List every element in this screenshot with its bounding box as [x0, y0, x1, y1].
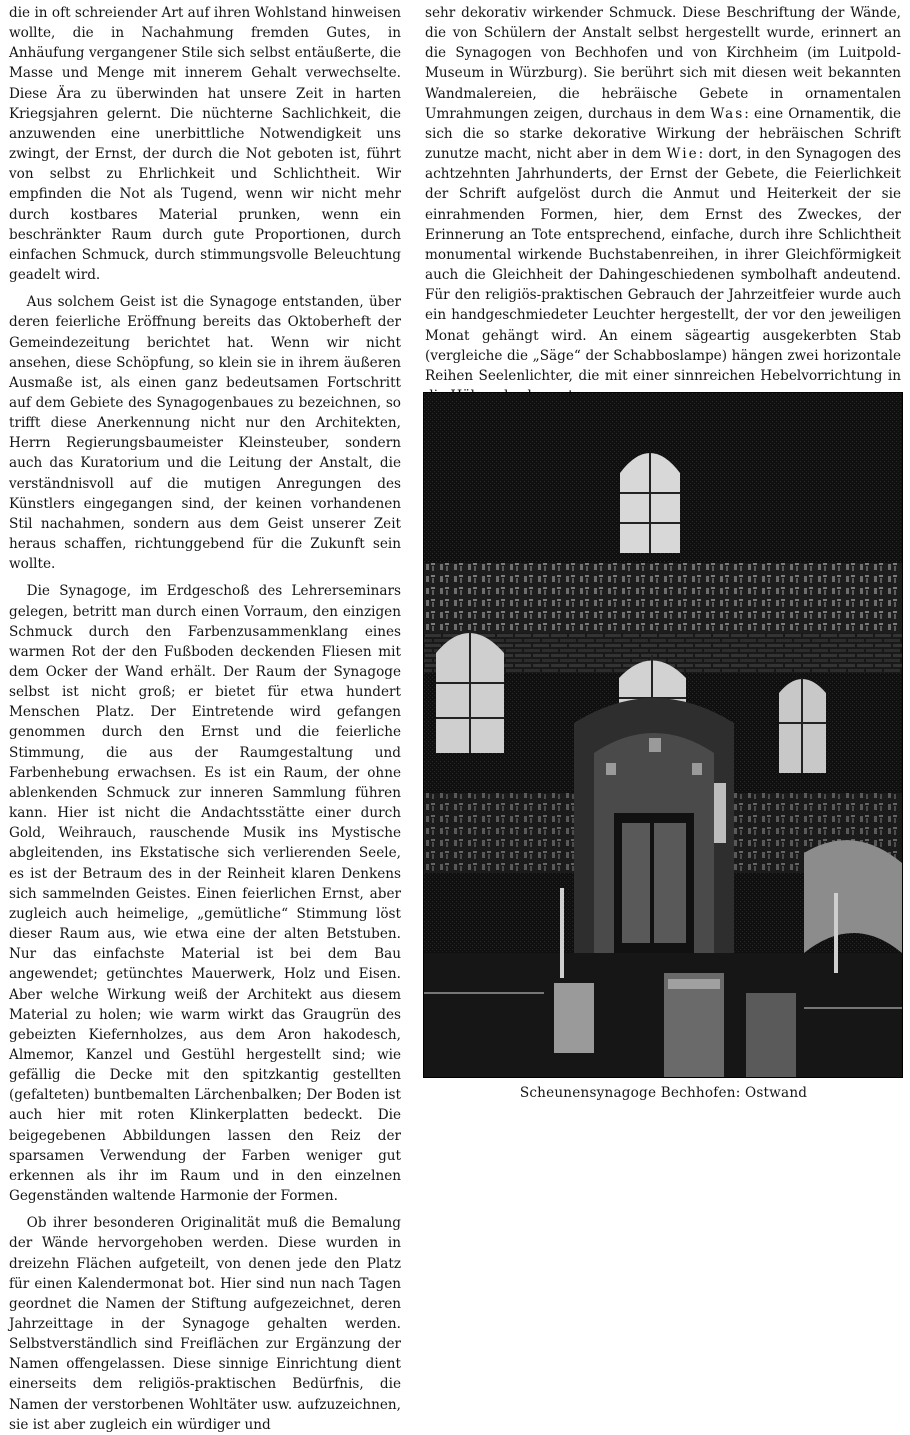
text-run: : dort, in den Synagogen des achtzehnten Jahrhunderts, der Ernst der Gebete, die Feierlichkeit der Schrift aufgelöst durch die Anmut und Heiterkeit der sie einrahmenden Formen, hier, dem Ernst des Zweckes, der Erinnerung an Tote entsprechend, einfache, durch ihre Schlichtheit monumental wirkende Buchstabenreihen, in ihrer Gleichförmigkeit auch die Gleichheit der Dahingeschiedenen symbolhaft andeutend. Für den religiös-praktischen Gebrauch der Jahrzeitfeier wurde auch ein handgeschmiedeter Leuchter hergestellt, der vor den jeweiligen Monat gehängt wird. An einem sägeartig ausgekerbten Stab (vergleiche die „Säge“ der Schabboslampe) hängen zwei horizontale Reihen Seelenlichter, die mit einer sinnreichen Hebelvorrichtung in [425, 146, 902, 384]
paragraph: Ob ihrer besonderen Originalität muß die Bemalung der Wände hervorgehoben werden. Diese wurden in dreizehn Flächen aufgeteilt, von denen jede den Platz für einen Kalendermonat bot. Hier sind nun nach Tagen geordnet die Namen der Stiftung aufgezeichnet, deren Jahrzeittage in der Synagoge gehalten werden. Selbstverständlich sind Freiflächen zur Ergänzung der Namen offengelassen. Diese sinnige Einrichtung dient einerseits dem religiös-praktischen Bedürfnis, die Namen der verstorbenen Wohltäter usw. aufzuzeichnen, sie ist aber zugleich ein würdiger und [9, 1215, 401, 1433]
paragraph: die in oft schreiender Art auf ihren Wohlstand hinweisen wollte, die in Nachahmung fremden Gutes, in Anhäufung vergangener Stile sich selbst entäußerte, die Masse und Menge mit innerem Gehalt verwechselte. Diese Ära zu überwinden hat unsere Zeit in harten Kriegsjahren gelernt. Die nüchterne Sachlichkeit, die anzuwenden eine unerbittliche Notwendigkeit uns zwingt, der Ernst, der durch die Not geboten ist, führt von selbst zu Ehrlichkeit und Schlichtheit. Wir empfinden die Not als Tugend, wenn wir nicht mehr durch kostbares Material prunken, wenn ein beschränkter Raum durch gute Proportionen, durch einfachen Schmuck, durch stimmungsvolle Beleuchtung geadelt wird. [9, 5, 401, 284]
paragraph: Die Synagoge, im Erdgeschoß des Lehrerseminars gelegen, betritt man durch einen Vorraum, den einzigen Schmuck durch den Farbenzusammenklang eines warmen Rot der den Fußboden deckenden Fliesen mit dem Ocker der Wand erhält. Der Raum der Synagoge selbst ist nicht groß; er bietet für etwa hundert Menschen Platz. Der Eintretende wird gefangen genommen durch den Ernst und die feierliche Stimmung, die aus der Raumgestaltung und Farbenhebung erwachsen. Es ist ein Raum, der ohne ablenkenden Schmuck zur inneren Sammlung führen kann. Hier ist nicht die Andachtsstätte einer durch Gold, Weihrauch, rauschende Musik ins Mystische abgleitenden, ins Ekstatische sich verlierenden Seele, es ist der Betraum des in der Reinheit klaren Denkens sich sammelnden Geistes. Einen feierlichen Ernst, aber zugleich auch heimelige, „gemütliche“ Stimmung löst dieser Raum aus, wie etwa eine der alten Betstuben. Nur das einfachste Material ist bei dem Bau angewendet; getünchtes Mauerwerk, Holz und Eisen. Aber welche Wirkung weiß der Architekt aus diesem Material zu holen; wie warm wirkt das Graugrün des gebeizten Kiefernholzes, aus dem Aron hakodesch, Almemor, Kanzel und Gestühl hergestellt sind; wie gefällig die Decke mit den spitzkantig gestellten (gefalteten) buntbemalten Lärchenbalken; Der Boden ist auch hier mit roten Klinkerplatten bedeckt. Die beigegebenen Abbildungen lassen den Reiz der sparsamen Verwendung der Farben weniger gut erkennen als ihr im Raum und in den einzelnen Gegenständen waltende Harmonie der Formen. [9, 583, 401, 1205]
figure [423, 392, 904, 1104]
left-column [9, 3, 401, 1435]
photo-illustration [424, 393, 902, 1077]
paragraph [425, 3, 901, 406]
right-column [425, 3, 901, 406]
text-run: sehr dekorativ wirkender Schmuck. Diese Beschriftung der Wände, die von Schülern der Anstalt selbst hergestellt wurde, erinnert an die Synagogen von Bechhofen und von Kirchheim (im Luitpold-Museum in Würzburg). Sie berührt sich mit diesen weit bekannten Wandmalereien, die hebräische Gebete in ornamentalen Umrahmungen zeigen, durchaus in dem [425, 5, 901, 122]
paragraph: Aus solchem Geist ist die Synagoge entstanden, über deren feierliche Eröffnung bereits das Oktoberheft der Gemeindezeitung berichtet hat. Wenn wir nicht ansehen, diese Schöpfung, so klein sie in ihrem äußeren Ausmaße ist, als einen ganz bedeutsamen Fortschritt auf dem Gebiete des Synagogenbaues zu bezeichnen, so trifft diese Anerkennung nicht nur den Architekten, Herrn Regierungsbaumeister Kleinsteuber, sondern auch das Kuratorium und die Leitung der Anstalt, die verständnisvoll auf die mutigen Anregungen des Künstlers eingegangen sind, der keinen vorhandenen Stil nachahmen, sondern aus dem Geist unserer Zeit heraus schaffen, richtunggebend für die Zukunft sein wollte. [9, 294, 401, 573]
emphasis-was: Was [710, 105, 745, 122]
synagogue-photo [423, 392, 903, 1078]
text-run: : eine Ornamentik, die sich die so starke dekorative Wirkung der hebräischen Schrift zunutze macht, nicht aber in dem [425, 105, 901, 163]
emphasis-wie: Wie [666, 146, 699, 163]
figure-caption: Scheunensynagoge Bechhofen: Ostwand [519, 1085, 808, 1101]
